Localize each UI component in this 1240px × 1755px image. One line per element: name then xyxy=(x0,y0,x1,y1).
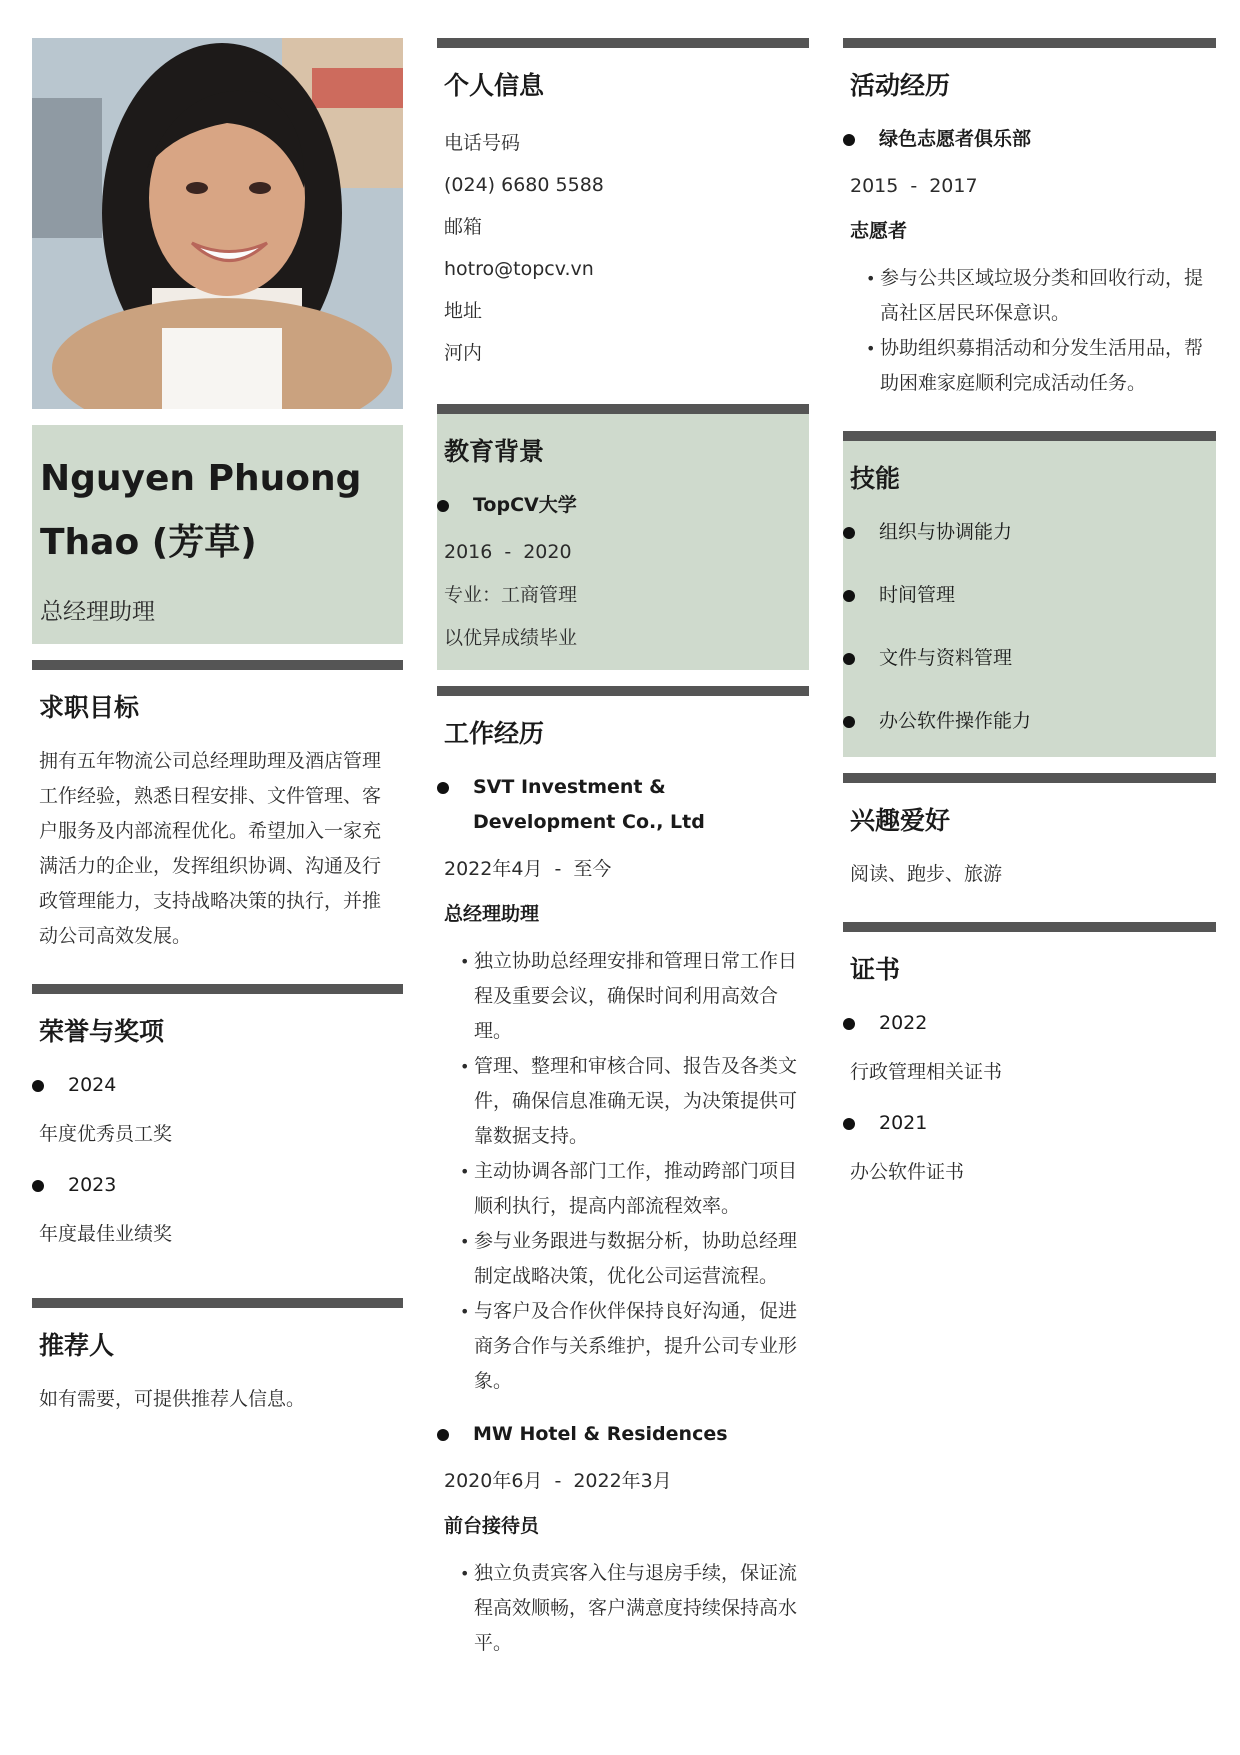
award-year: 2023 xyxy=(68,1174,117,1196)
skills-title: 技能 xyxy=(850,464,901,493)
activity-role: 志愿者 xyxy=(850,220,908,242)
middle-column xyxy=(437,38,809,1675)
list-item: • 独立协助总经理安排和管理日常工作日程及重要会议，确保时间利用高效合理。 xyxy=(460,944,802,1049)
activity-start: 2015 xyxy=(850,175,899,197)
objective-title: 求职目标 xyxy=(39,693,140,722)
bullet-icon xyxy=(32,1180,44,1192)
contact-title: 个人信息 xyxy=(444,71,545,100)
list-item: • 管理、整理和审核合同、报告及各类文件，确保信息准确无误，为决策提供可靠数据支持。 xyxy=(460,1049,802,1154)
hobbies-text: 阅读、跑步、旅游 xyxy=(850,863,1003,885)
education-major: 专业：工商管理 xyxy=(444,584,578,606)
email-value: hotro@topcv.vn xyxy=(444,258,594,280)
job-dates: 2022年4月 - 至今 xyxy=(444,858,612,880)
address-value: 河内 xyxy=(444,342,483,364)
job-position: 总经理助理 xyxy=(444,903,540,925)
org-name: 绿色志愿者俱乐部 xyxy=(879,128,1032,150)
job-start: 2020年6月 xyxy=(444,1470,543,1492)
school-heading xyxy=(437,488,802,523)
work-section xyxy=(437,686,809,1675)
list-item xyxy=(843,1006,1209,1041)
bullet-icon xyxy=(843,716,855,728)
bullet-icon xyxy=(843,590,855,602)
list-item xyxy=(843,515,1209,550)
award-year: 2024 xyxy=(68,1074,117,1096)
activities-section xyxy=(843,38,1216,415)
award-name: 年度优秀员工奖 xyxy=(39,1123,173,1145)
certificate-name: 办公软件证书 xyxy=(850,1161,965,1183)
certificate-name: 行政管理相关证书 xyxy=(850,1061,1003,1083)
references-title: 推荐人 xyxy=(39,1331,115,1360)
activity-dates: 2015 - 2017 xyxy=(850,175,978,197)
list-item xyxy=(843,578,1209,613)
certificates-title: 证书 xyxy=(850,955,901,984)
bullet-icon xyxy=(843,1118,855,1130)
job-position: 前台接待员 xyxy=(444,1515,540,1537)
education-note: 以优异成绩毕业 xyxy=(444,627,578,649)
education-end: 2020 xyxy=(523,541,572,563)
references-text: 如有需要，可提供推荐人信息。 xyxy=(39,1388,306,1410)
list-item xyxy=(843,1106,1209,1141)
duty-list xyxy=(444,1556,802,1661)
bullet-icon xyxy=(437,1429,449,1441)
list-item xyxy=(32,1068,396,1103)
bullet-icon xyxy=(843,527,855,539)
email-label: 邮箱 xyxy=(444,216,483,238)
hobbies-title: 兴趣爱好 xyxy=(850,806,951,835)
certificate-year: 2021 xyxy=(879,1112,928,1134)
school-name: TopCV大学 xyxy=(473,494,577,516)
company-name: MW Hotel & Residences xyxy=(473,1423,728,1445)
bullet-icon xyxy=(437,782,449,794)
skill-name: 办公软件操作能力 xyxy=(879,710,1032,732)
work-title: 工作经历 xyxy=(444,719,545,748)
list-item xyxy=(843,704,1209,739)
awards-section xyxy=(32,984,403,1282)
list-item: • 与客户及合作伙伴保持良好沟通，促进商务合作与关系维护，提升公司专业形象。 xyxy=(460,1294,802,1399)
job-end: 至今 xyxy=(573,858,612,880)
skill-name: 组织与协调能力 xyxy=(879,521,1013,543)
address-label: 地址 xyxy=(444,300,483,322)
skills-section xyxy=(843,431,1216,757)
bullet-icon xyxy=(32,1080,44,1092)
duty-list xyxy=(850,261,1209,401)
education-title: 教育背景 xyxy=(444,437,545,466)
skill-name: 时间管理 xyxy=(879,584,956,606)
references-section xyxy=(32,1298,403,1431)
list-item xyxy=(32,1168,396,1203)
candidate-role: 总经理助理 xyxy=(40,599,155,625)
company-heading xyxy=(437,1417,802,1452)
bullet-icon xyxy=(843,134,855,146)
activities-title: 活动经历 xyxy=(850,71,951,100)
job-dates: 2020年6月 - 2022年3月 xyxy=(444,1470,672,1492)
profile-photo xyxy=(32,38,403,409)
bullet-icon xyxy=(843,653,855,665)
education-start: 2016 xyxy=(444,541,493,563)
bullet-icon xyxy=(437,500,449,512)
org-heading xyxy=(843,122,1209,157)
list-item xyxy=(843,641,1209,676)
phone-label: 电话号码 xyxy=(444,132,521,154)
education-dates: 2016 - 2020 xyxy=(444,541,572,563)
list-item: • 协助组织募捐活动和分发生活用品，帮助困难家庭顺利完成活动任务。 xyxy=(866,331,1209,401)
company-heading xyxy=(437,770,802,840)
candidate-name: Nguyen Phuong Thao (芳草) xyxy=(40,458,362,563)
contact-section xyxy=(437,38,809,388)
phone-value: (024) 6680 5588 xyxy=(444,174,604,196)
activity-end: 2017 xyxy=(929,175,978,197)
certificate-year: 2022 xyxy=(879,1012,928,1034)
name-card xyxy=(32,425,403,644)
objective-section xyxy=(32,660,403,968)
award-name: 年度最佳业绩奖 xyxy=(39,1223,173,1245)
job-start: 2022年4月 xyxy=(444,858,543,880)
company-name: SVT Investment & Development Co., Ltd xyxy=(473,776,705,833)
list-item: • 独立负责宾客入住与退房手续，保证流程高效顺畅，客户满意度持续保持高水平。 xyxy=(460,1556,802,1661)
portrait-illustration xyxy=(32,38,403,409)
bullet-icon xyxy=(843,1018,855,1030)
duty-list xyxy=(444,944,802,1399)
education-section xyxy=(437,404,809,670)
list-item: • 参与业务跟进与数据分析，协助总经理制定战略决策，优化公司运营流程。 xyxy=(460,1224,802,1294)
objective-text: 拥有五年物流公司总经理助理及酒店管理工作经验，熟悉日程安排、文件管理、客户服务及内部流程优化。希望加入一家充满活力的企业，发挥组织协调、沟通及行政管理能力，支持战略决策的执行，并推动公司高效发展。 xyxy=(39,750,382,947)
left-column xyxy=(32,38,403,1431)
awards-title: 荣誉与奖项 xyxy=(39,1017,165,1046)
hobbies-section xyxy=(843,773,1216,906)
right-column xyxy=(843,38,1216,1220)
job-end: 2022年3月 xyxy=(573,1470,672,1492)
list-item: • 参与公共区域垃圾分类和回收行动，提高社区居民环保意识。 xyxy=(866,261,1209,331)
list-item: • 主动协调各部门工作，推动跨部门项目顺利执行，提高内部流程效率。 xyxy=(460,1154,802,1224)
skill-name: 文件与资料管理 xyxy=(879,647,1013,669)
certificates-section xyxy=(843,922,1216,1220)
